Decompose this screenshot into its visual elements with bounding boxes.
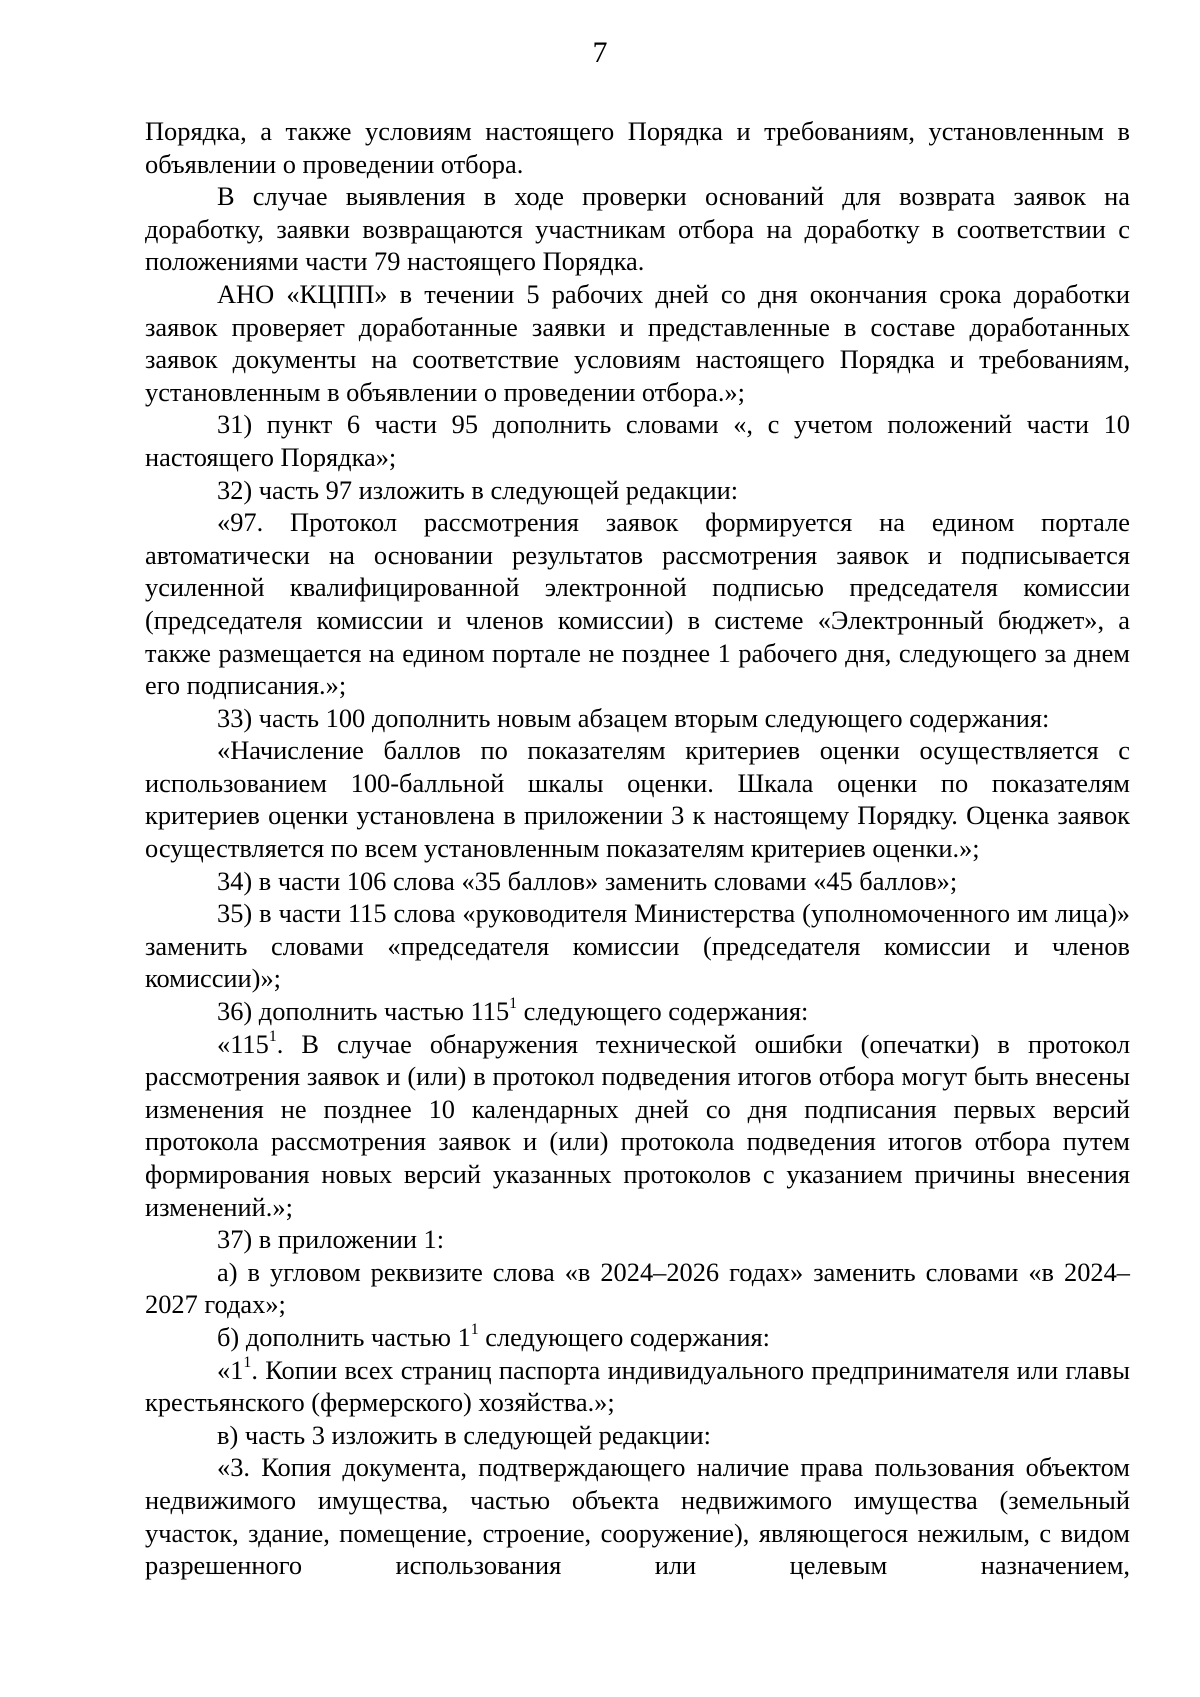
superscript: 1 [470,1321,479,1339]
amendment-subitem: а) в угловом реквизите слова «в 2024–2026 годах» заменить словами «в 2024–2027 годах»; [145,1256,1130,1320]
text-segment: следующего содержания: [478,1321,771,1352]
quoted-paragraph: «97. Протокол рассмотрения заявок формируется на едином портале автоматически на основании результатов рассмотрения заявок и подписывается усиленной квалифицированной электронной подписью председателя комиссии (председателя комиссии и членов комиссии) в системе «Электронный бюджет», а также размещается на едином портале не позднее 1 рабочего дня, следующего за днем его подписания.»; [145,507,1130,701]
amendment-item: 32) часть 97 изложить в следующей редакции: [217,474,739,505]
amendment-item: 31) пункт 6 части 95 дополнить словами «, с учетом положений части 10 настоящего Порядка»; [145,409,1130,472]
amendment-subitem: в) часть 3 изложить в следующей редакции: [217,1419,711,1450]
amendment-item: 37) в приложении 1: [217,1224,445,1255]
text-segment: «1 [217,1354,244,1385]
text-segment: «115 [217,1028,269,1059]
paragraph: Порядка, а также условиям настоящего Порядка и требованиям, установленным в объявлении о проведении отбора. [145,116,1130,179]
text-segment: б) дополнить частью 1 [217,1321,471,1352]
amendment-item: 33) часть 100 дополнить новым абзацем вторым следующего содержания: [217,702,1050,733]
quoted-paragraph: «Начисление баллов по показателям критериев оценки осуществляется с использованием 100-балльной шкалы оценки. Шкала оценки по показателям критериев оценки установлена в приложении 3 к настоящему Порядку. Оценка заявок осуществляется по всем установленным показателям критериев оценки.»; [145,735,1130,864]
text-segment: следующего содержания: [517,996,809,1027]
paragraph: АНО «КЦПП» в течении 5 рабочих дней со дня окончания срока доработки заявок проверяет доработанные заявки и представленные в составе доработанных заявок документы на соответствие условиям настоящего Порядка и требованиям, установленным в объявлении о проведении отбора.»; [145,278,1130,407]
amendment-item: 35) в части 115 слова «руководителя Министерства (уполномоченного им лица)» заменить словами «председателя комиссии (председателя комиссии и членов комиссии)»; [145,898,1130,994]
quoted-paragraph: «3. Копия документа, подтверждающего наличие права пользования объектом недвижимого имущества, частью объекта недвижимого имущества (земельный участок, здание, помещение, строение, сооружение), являющегося нежилым, с видом разрешенного использования или целевым назначением, [145,1452,1130,1581]
amendment-item: 34) в части 106 слова «35 баллов» заменить словами «45 баллов»; [217,865,958,896]
paragraph: В случае выявления в ходе проверки оснований для возврата заявок на доработку, заявки возвращаются участникам отбора на доработку в соответствии с положениями части 79 настоящего Порядка. [145,181,1130,277]
quoted-paragraph [145,1354,1130,1419]
page-number: 7 [592,36,608,69]
superscript: 1 [243,1353,252,1371]
text-segment: 36) дополнить частью 115 [217,996,510,1027]
document-body [145,115,1130,1582]
amendment-item [145,995,1130,1028]
quoted-paragraph [145,1028,1130,1224]
text-segment: . Копии всех страниц паспорта индивидуального предпринимателя или главы крестьянского (фермерского) хозяйства.»; [145,1354,1130,1418]
superscript: 1 [509,995,518,1013]
amendment-subitem [145,1321,1130,1354]
text-segment: . В случае обнаружения технической ошибки (опечатки) в протокол рассмотрения заявок и (или) в протокол подведения итогов отбора могут быть внесены изменения не позднее 10 календарных дней со дня подписания первых версий протокола рассмотрения заявок и (или) протокола подведения итогов отбора путем формирования новых версий указанных протоколов с указанием причины внесения изменений.»; [145,1028,1130,1222]
superscript: 1 [268,1027,277,1045]
